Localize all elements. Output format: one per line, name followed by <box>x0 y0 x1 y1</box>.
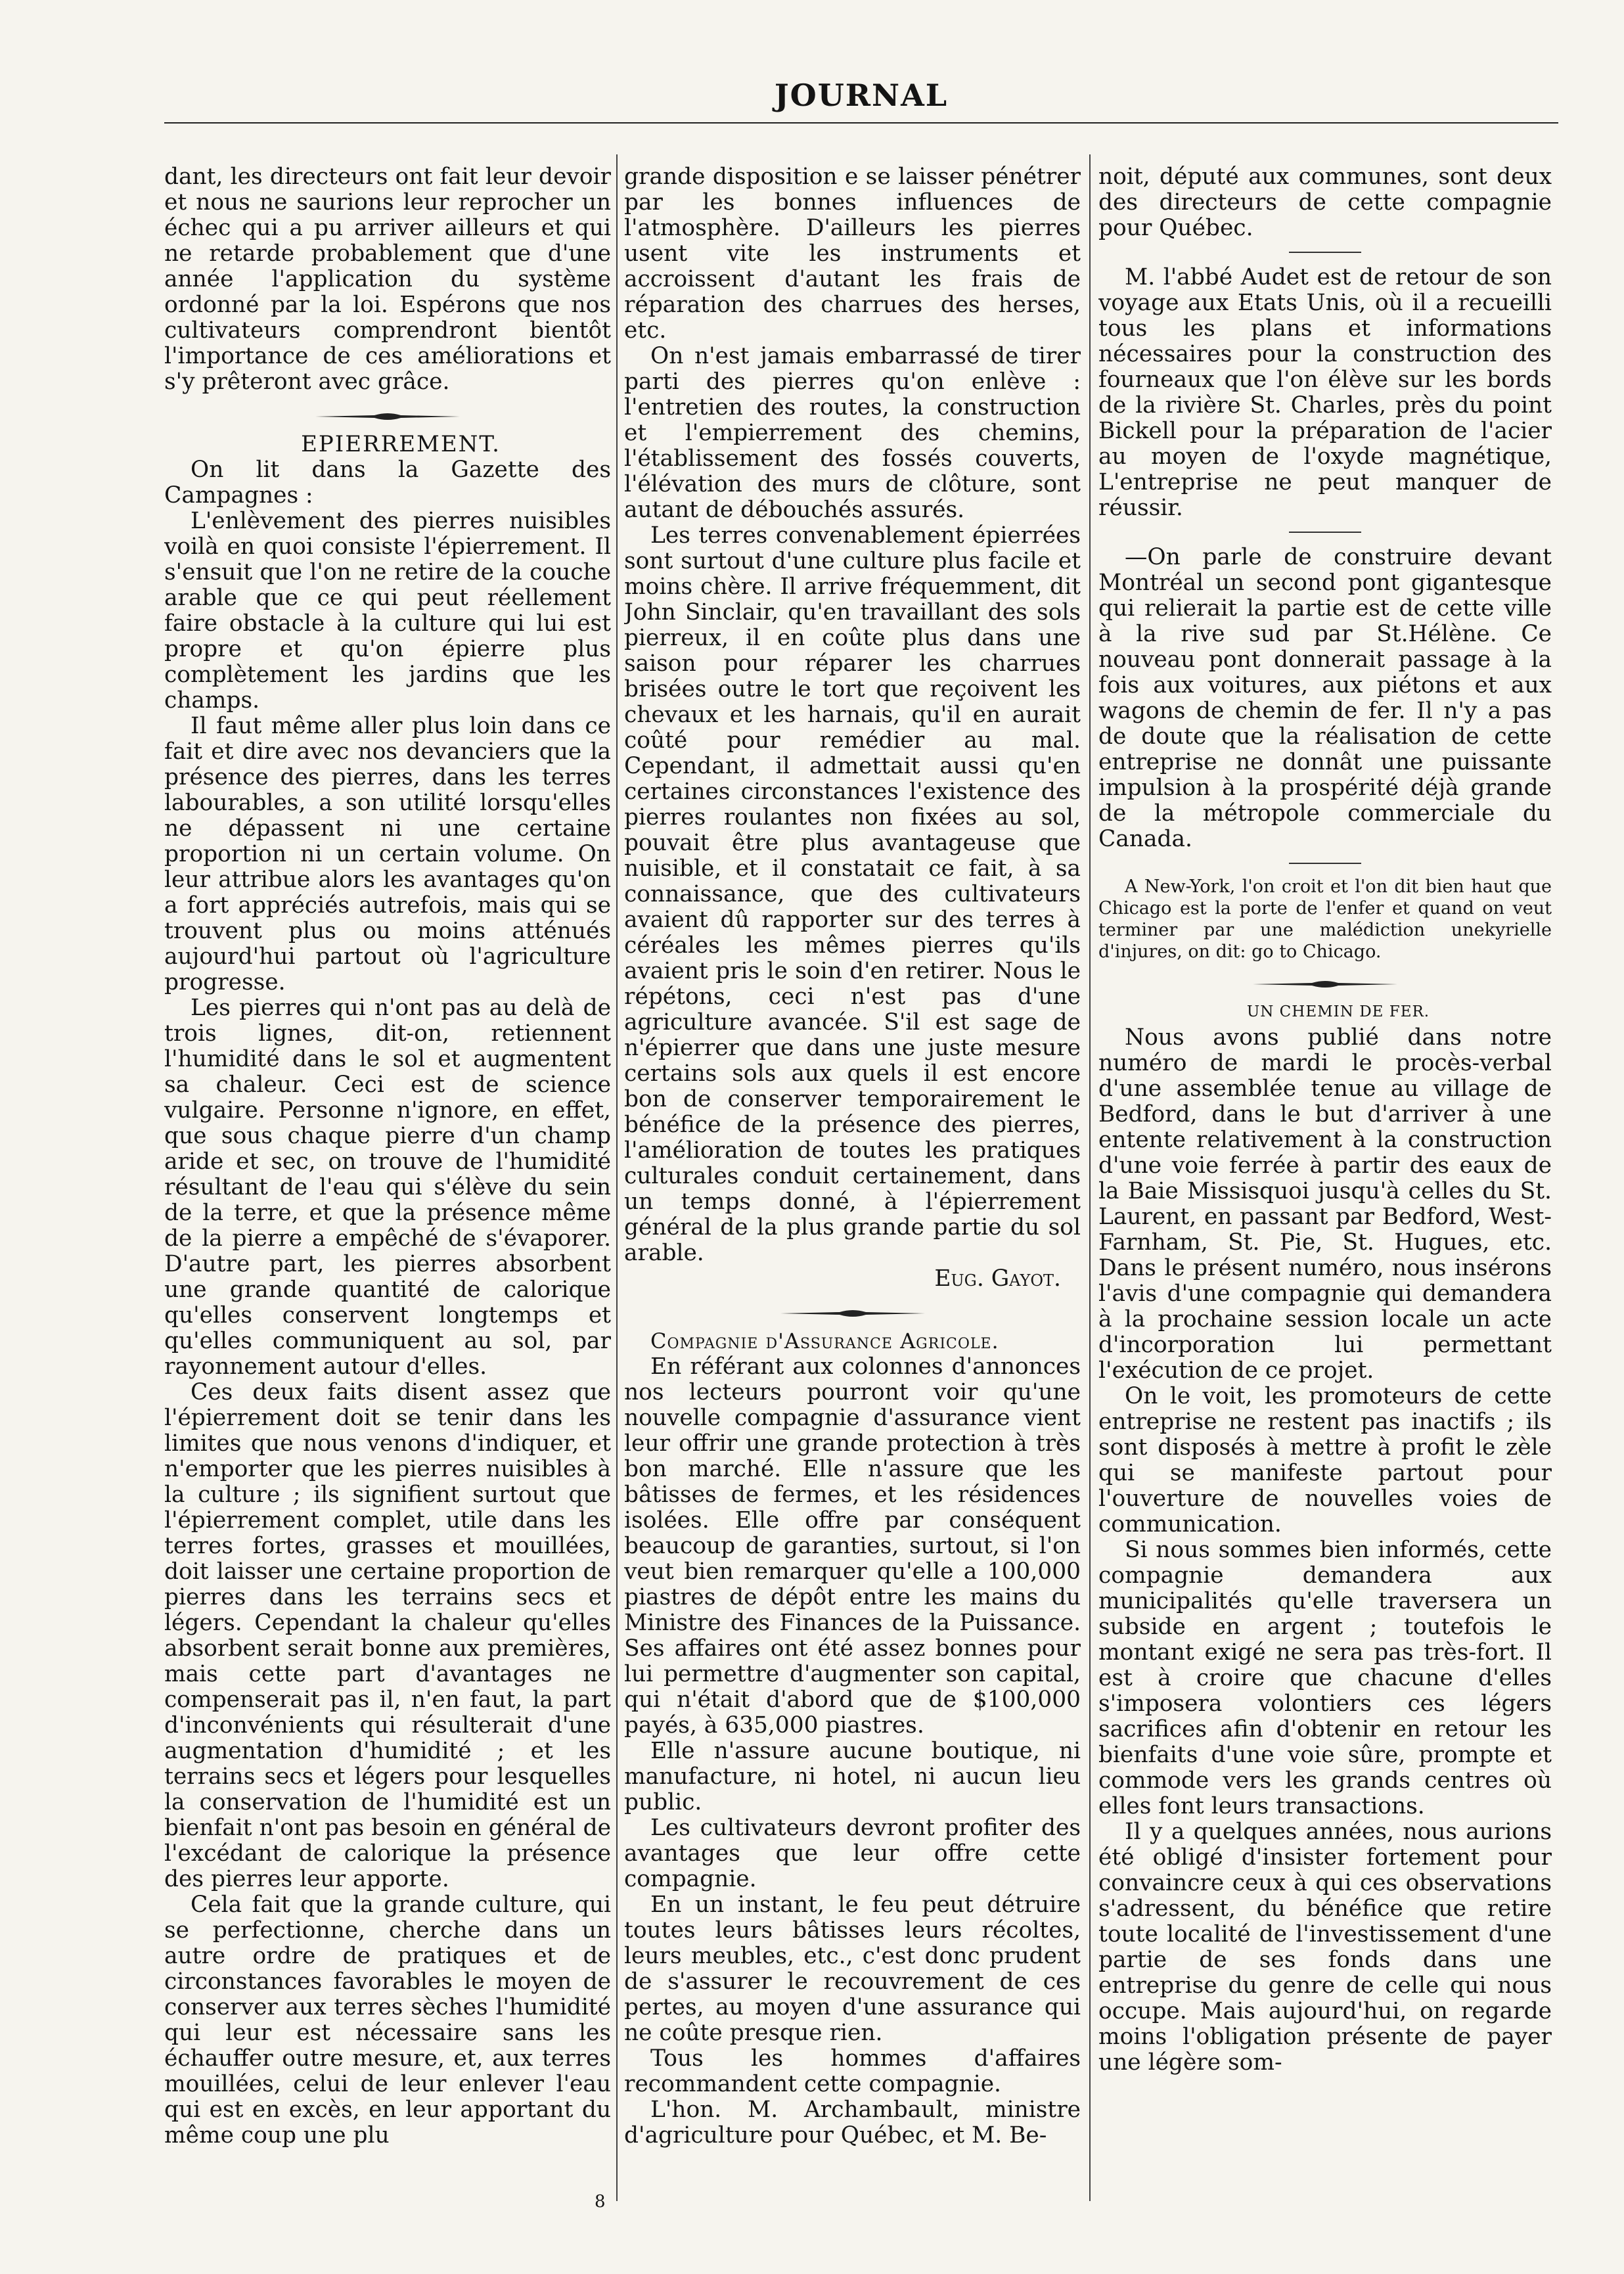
paragraph: Cela fait que la grande culture, qui se perfectionne, cherche dans un autre ordre de pratiques et de circonstances favorables le moyen de conserver aux terres sèches l'humidité qui leur est nécessaire sans les échauffer outre mesure, et, aux terres mouillées, celui de leur enlever l'eau qui est en excès, en leur apportant du même coup une plu <box>164 1892 611 2149</box>
paragraph: Nous avons publié dans notre numéro de mardi le procès-verbal d'une assemblée tenue au village de Bedford, dans le but d'arriver à une entente relativement à la construction d'une voie ferrée à partir des eaux de la Baie Missisquoi jusqu'à celles du St. Laurent, en passant par Bedford, West-Farnham, St. Pie, St. Hugues, etc. Dans le présent numéro, nous insérons l'avis d'une compagnie qui demandera à la prochaine session locale un acte d'incorporation lui permettant l'exécution de ce projet. <box>1098 1024 1552 1384</box>
separator-rule <box>1289 532 1361 533</box>
column-divider <box>1089 154 1091 2201</box>
paragraph: Elle n'assure aucune boutique, ni manufacture, ni hotel, ni aucun lieu public. <box>624 1738 1081 1815</box>
journal-title: JOURNAL <box>774 78 949 113</box>
signature: Eug. Gayot. <box>934 1265 1061 1292</box>
page-header <box>164 78 1558 130</box>
paragraph: Ces deux faits disent assez que l'épierrement doit se tenir dans les limites que nous venons d'indiquer, et n'emporter que les pierres nuisibles à la culture ; ils signifient surtout que l'épierrement complet, utile dans les terres fortes, grasses et mouillées, doit laisser une certaine proportion de pierres dans les terrains secs et légers. Cependant la chaleur qu'elles absorbent serait bonne aux premières, mais cette part d'avantages ne compenserait pas il, n'en faut, la part d'inconvénients qui résulterait d'une augmentation d'humidité ; et les terrains secs et légers pour lesquelles la conservation de l'humidité est un bienfait n'ont pas besoin en général de l'excédant de calorique la présence des pierres leur apporte. <box>164 1379 611 1892</box>
paragraph: Il y a quelques années, nous aurions été obligé d'insister fortement pour convaincre ceux à qui ces observations s'adressent, du bénéfice que retire toute localité de l'investissement d'une partie de ses fonds dans une entreprise du genre de celle qui nous occupe. Mais aujourd'hui, on regarde moins l'obligation présente de payer une légère som- <box>1098 1819 1552 2076</box>
ornamental-dash <box>315 409 460 424</box>
header-rule <box>164 122 1558 124</box>
small-note: A New-York, l'on croit et l'on dit bien haut que Chicago est la porte de l'enfer et quand on veut terminer par une malédiction unekyrielle d'injures, on dit: go to Chicago. <box>1098 876 1552 962</box>
ornamental-dash <box>1253 977 1397 991</box>
column-3 <box>1098 164 1552 2188</box>
column-2 <box>624 164 1081 2188</box>
paragraph: Les terres convenablement épierrées sont surtout d'une culture plus facile et moins chère. Il arrive fréquemment, dit John Sinclair, qu'en travaillant des sols pierreux, il en coûte plus dans une saison pour réparer les charrues brisées outre le tort que reçoivent les chevaux et les harnais, qu'il en aurait coûté pour remédier au mal. Cependant, il admettait aussi qu'en certaines circonstances l'existence des pierres roulantes non fixées au sol, pouvait être plus avantageuse que nuisible, et il constatait ce fait, à sa connaissance, que des cultivateurs avaient dû rapporter sur des terres à céréales les mêmes pierres qu'ils avaient pris le soin d'en retirer. Nous le répétons, ceci n'est pas d'une agriculture avancée. S'il est sage de n'épierrer que dans une juste mesure certains sols aux quels il est encore bon de conserver temporairement le bénéfice de la présence des pierres, l'amélioration de toutes les pratiques culturales conduit certainement, dans un temps donné, à l'épierrement général de la plus grande partie du sol arable. <box>624 522 1081 1266</box>
paragraph: Les pierres qui n'ont pas au delà de trois lignes, dit-on, retiennent l'humidité dans le sol et augmentent sa chaleur. Ceci est de science vulgaire. Personne n'ignore, en effet, que sous chaque pierre d'un champ aride et sec, on trouve de l'humidité résultant de l'eau qui s'élève du sein de la terre, et que la présence même de la pierre a empêché de s'évaporer. D'autre part, les pierres absorbent une grande quantité de calorique qu'elles conservent longtemps et qu'elles communiquent au sol, par rayonnement autour d'elles. <box>164 995 611 1380</box>
paragraph: On n'est jamais embarrassé de tirer parti des pierres qu'on enlève : l'entretien des routes, la construction et l'empierrement des chemins, l'établissement des fossés couverts, l'élévation des murs de clôture, sont autant de débouchés assurés. <box>624 343 1081 523</box>
section-heading: Compagnie d'Assurance Agricole. <box>650 1329 999 1353</box>
separator-rule <box>1289 252 1361 253</box>
page-number: 8 <box>595 2192 606 2212</box>
paragraph: L'hon. M. Archambault, ministre d'agriculture pour Québec, et M. Be- <box>624 2097 1081 2149</box>
paragraph: Il faut même aller plus loin dans ce fait et dire avec nos devanciers que la présence des pierres, dans les terres labourables, a son utilité lorsqu'elles ne dépassent ni une certaine proportion ni un certain volume. On leur attribue alors les avantages qu'on a fort appréciés autrefois, mais qui se trouvent plus ou moins atténués aujourd'hui partout où l'agriculture progresse. <box>164 713 611 995</box>
paragraph: noit, député aux communes, sont deux des directeurs de cette compagnie pour Québec. <box>1098 164 1552 241</box>
paragraph: En référant aux colonnes d'annonces nos lecteurs pourront voir qu'une nouvelle compagnie d'assurance vient leur offrir une grande protection à très bon marché. Elle n'assure que les bâtisses de fermes, et les résidences isolées. Elle offre par conséquent beaucoup de garanties, surtout, si l'on veut bien remarquer qu'elle a 100,000 piastres de dépôt entre les mains du Ministre des Finances de la Puissance. Ses affaires ont été assez bonnes pour lui permettre d'augmenter son capital, qui n'était d'abord que de $100,000 payés, à 635,000 piastres. <box>624 1353 1081 1739</box>
paragraph: Tous les hommes d'affaires recommandent cette compagnie. <box>624 2045 1081 2097</box>
paragraph: L'enlèvement des pierres nuisibles voilà en quoi consiste l'épierrement. Il s'ensuit que l'on ne retire de la couche arable que ce qui peut réellement faire obstacle à la culture qui lui est propre et qu'on épierre plus complètement les jardins que les champs. <box>164 508 611 714</box>
column-divider <box>616 154 618 2201</box>
column-1 <box>164 164 611 2188</box>
paragraph: On lit dans la Gazette des Campagnes : <box>164 457 611 509</box>
paragraph: Les cultivateurs devront profiter des avantages que leur offre cette compagnie. <box>624 1815 1081 1892</box>
section-heading: EPIERREMENT. <box>301 431 501 457</box>
paragraph: grande disposition e se laisser pénétrer par les bonnes influences de l'atmosphère. D'ailleurs les pierres usent vite les instruments et accroissent d'autant les frais de réparation des charrues des herses, etc. <box>624 164 1081 344</box>
paragraph: —On parle de construire devant Montréal un second pont gigantesque qui relierait la partie est de cette ville à la rive sud par St.Hélène. Ce nouveau pont donnerait passage à la fois aux voitures, aux piétons et aux wagons de chemin de fer. Il n'y a pas de doute que la réalisation de cette entreprise ne donnât une puissante impulsion à la prospérité déjà grande de la métropole commerciale du Canada. <box>1098 544 1552 852</box>
paragraph: En un instant, le feu peut détruire toutes leurs bâtisses leurs récoltes, leurs meubles, etc., c'est donc prudent de s'assurer le recouvrement de ces pertes, au moyen d'une assurance qui ne coûte presque rien. <box>624 1892 1081 2046</box>
paragraph: M. l'abbé Audet est de retour de son voyage aux Etats Unis, où il a recueilli tous les plans et informations nécessaires pour la construction des fourneaux que l'on élève sur les bords de la rivière St. Charles, près du point Bickell pour la préparation de l'acier au moyen de l'oxyde magnétique, L'entreprise ne peut manquer de réussir. <box>1098 264 1552 521</box>
paragraph: Si nous sommes bien informés, cette compagnie demandera aux municipalités qu'elle traversera un subside en argent ; toutefois le montant exigé ne sera pas très-fort. Il est à croire que chacune d'elles s'imposera volontiers ces légers sacrifices afin d'obtenir en retour les bienfaits d'une voie sûre, prompte et commode vers les grands centres où elles font leurs transactions. <box>1098 1537 1552 1819</box>
ornamental-dash <box>780 1306 925 1321</box>
paragraph: dant, les directeurs ont fait leur devoir et nous ne saurions leur reprocher un échec qui a pu arriver ailleurs et qui ne retarde probablement que d'une année l'application du système ordonné par la loi. Espérons que nos cultivateurs comprendront bientôt l'importance de ces améliorations et s'y prêteront avec grâce. <box>164 164 611 395</box>
paragraph: On le voit, les promoteurs de cette entreprise ne restent pas inactifs ; ils sont disposés à mettre à profit le zèle qui se manifeste partout pour l'ouverture de nouvelles voies de communication. <box>1098 1383 1552 1537</box>
section-heading: UN CHEMIN DE FER. <box>1246 1003 1430 1020</box>
separator-rule <box>1289 863 1361 864</box>
